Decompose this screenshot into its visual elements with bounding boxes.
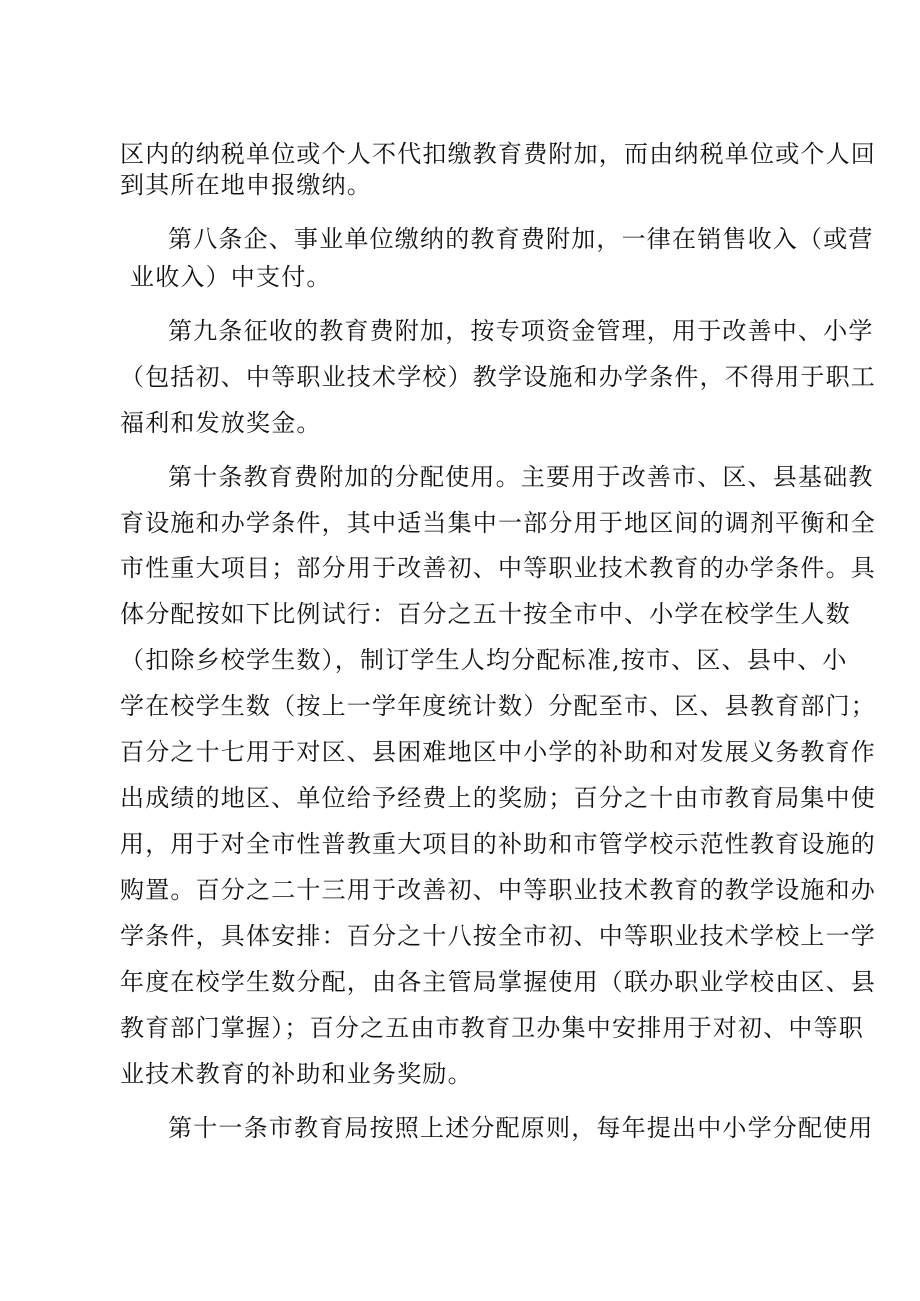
p1-line-2: 到其所在地申报缴纳。 (120, 171, 372, 199)
p4-line-5: （扣除乡校学生数），制订学生人均分配标准,按市、区、县中、小 (120, 646, 848, 674)
p5-line-1: 第十一条市教育局按照上述分配原则，每年提出中小学分配使用 (168, 1114, 874, 1142)
p4-line-1: 第十条教育费附加的分配使用。主要用于改善市、区、县基础教 (168, 463, 874, 491)
p4-line-7: 百分之十七用于对区、县困难地区中小学的补助和对发展义务教育作 (120, 738, 876, 766)
p4-line-6: 学在校学生数（按上一学年度统计数）分配至市、区、县教育部门； (120, 692, 876, 720)
p4-line-12: 年度在校学生数分配，由各主管局掌握使用（联办职业学校由区、县 (120, 968, 876, 996)
p4-line-13: 教育部门掌握）；百分之五由市教育卫办集中安排用于对初、中等职 (120, 1014, 864, 1042)
p2-line-2: 业收入）中支付。 (130, 263, 332, 291)
p4-line-9: 用，用于对全市性普教重大项目的补助和市管学校示范性教育设施的 (120, 830, 876, 858)
p3-line-1: 第九条征收的教育费附加，按专项资金管理，用于改善中、小学 (168, 317, 874, 345)
p4-line-2: 育设施和办学条件，其中适当集中一部分用于地区间的调剂平衡和全 (120, 509, 876, 537)
p4-line-4: 体分配按如下比例试行：百分之五十按全市中、小学在校学生人数 (120, 600, 851, 628)
p4-line-8: 出成绩的地区、单位给予经费上的奖励；百分之十由市教育局集中使 (120, 784, 876, 812)
p3-line-3: 福利和发放奖金。 (120, 409, 322, 437)
p4-line-11: 学条件，具体安排：百分之十八按全市初、中等职业技术学校上一学 (120, 922, 876, 950)
p1-line-1: 区内的纳税单位或个人不代扣缴教育费附加，而由纳税单位或个人回 (120, 140, 876, 168)
p4-line-10: 购置。百分之二十三用于改善初、中等职业技术教育的教学设施和办 (120, 876, 876, 904)
p3-line-2: （包括初、中等职业技术学校）教学设施和办学条件，不得用于职工 (120, 363, 876, 391)
p4-line-14: 业技术教育的补助和业务奖励。 (120, 1060, 473, 1088)
p2-line-1: 第八条企、事业单位缴纳的教育费附加，一律在销售收入（或营 (168, 225, 874, 253)
p4-line-3: 市性重大项目；部分用于改善初、中等职业技术教育的办学条件。具 (120, 554, 876, 582)
